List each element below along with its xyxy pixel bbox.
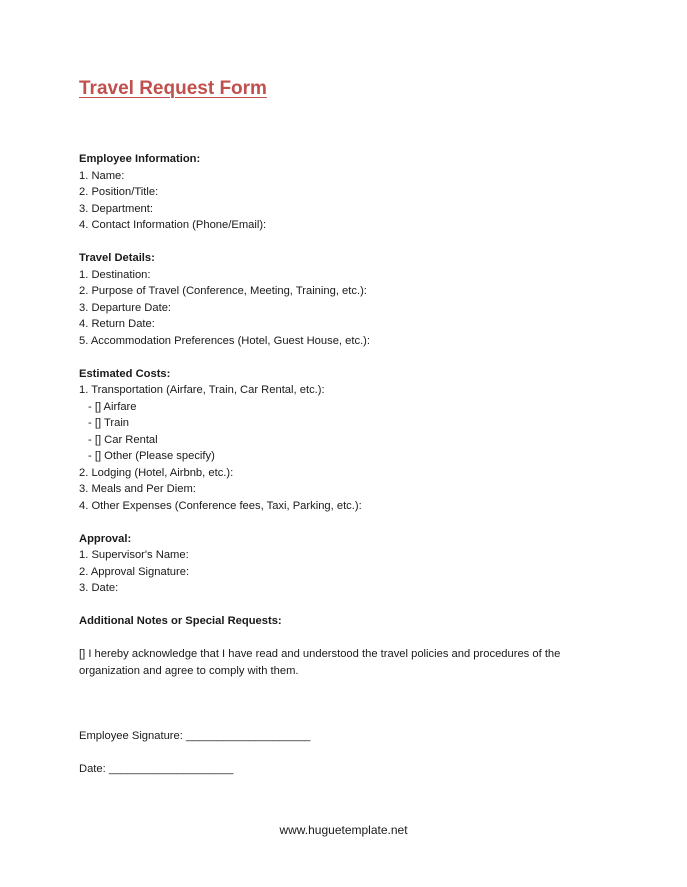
destination-field: 1. Destination: [79, 268, 151, 281]
employee-info-heading: Employee Information: [79, 153, 201, 165]
accommodation-field: 5. Accommodation Preferences (Hotel, Guest House, etc.): [79, 334, 371, 347]
lodging-field: 2. Lodging (Hotel, Airbnb, etc.): [79, 466, 234, 479]
form-body [79, 151, 639, 696]
signature-block [79, 728, 310, 794]
page-title: Travel Request Form [79, 78, 267, 99]
train-option: - [] Train [88, 417, 130, 429]
acknowledgement-section [79, 646, 639, 679]
employee-signature-line: Employee Signature: ____________________ [79, 730, 311, 742]
estimated-costs-section [79, 366, 639, 515]
approval-section [79, 531, 639, 597]
employee-contact-field: 4. Contact Information (Phone/Email): [79, 219, 267, 231]
approval-signature-field: 2. Approval Signature: [79, 565, 190, 578]
notes-heading: Additional Notes or Special Requests: [79, 615, 282, 627]
employee-name-field: 1. Name: [79, 169, 125, 182]
airfare-option: - [] Airfare [88, 400, 137, 413]
purpose-field: 2. Purpose of Travel (Conference, Meeting, Training, etc.): [79, 285, 367, 297]
signature-date-line: Date: ____________________ [79, 763, 234, 775]
approval-heading: Approval: [79, 532, 132, 545]
other-transport-option: - [] Other (Please specify) [88, 450, 215, 462]
return-date-field: 4. Return Date: [79, 318, 155, 330]
notes-section [79, 613, 639, 630]
supervisor-name-field: 1. Supervisor's Name: [79, 549, 189, 561]
employee-info-section [79, 151, 639, 234]
footer-website: www.huguetemplate.net [279, 823, 408, 837]
other-expenses-field: 4. Other Expenses (Conference fees, Taxi, Parking, etc.): [79, 499, 362, 512]
acknowledgement-text: [] I hereby acknowledge that I have read and understood the travel policies and procedures of the organization and agree to comply with them. [79, 648, 561, 677]
transportation-field: 1. Transportation (Airfare, Train, Car Rental, etc.): [79, 384, 325, 396]
meals-field: 3. Meals and Per Diem: [79, 483, 196, 495]
departure-date-field: 3. Departure Date: [79, 301, 172, 314]
travel-details-section [79, 250, 639, 349]
employee-position-field: 2. Position/Title: [79, 186, 159, 198]
car-rental-option: - [] Car Rental [88, 433, 158, 446]
employee-department-field: 3. Department: [79, 202, 153, 215]
approval-date-field: 3. Date: [79, 582, 119, 594]
travel-details-heading: Travel Details: [79, 252, 155, 264]
estimated-costs-heading: Estimated Costs: [79, 367, 171, 380]
